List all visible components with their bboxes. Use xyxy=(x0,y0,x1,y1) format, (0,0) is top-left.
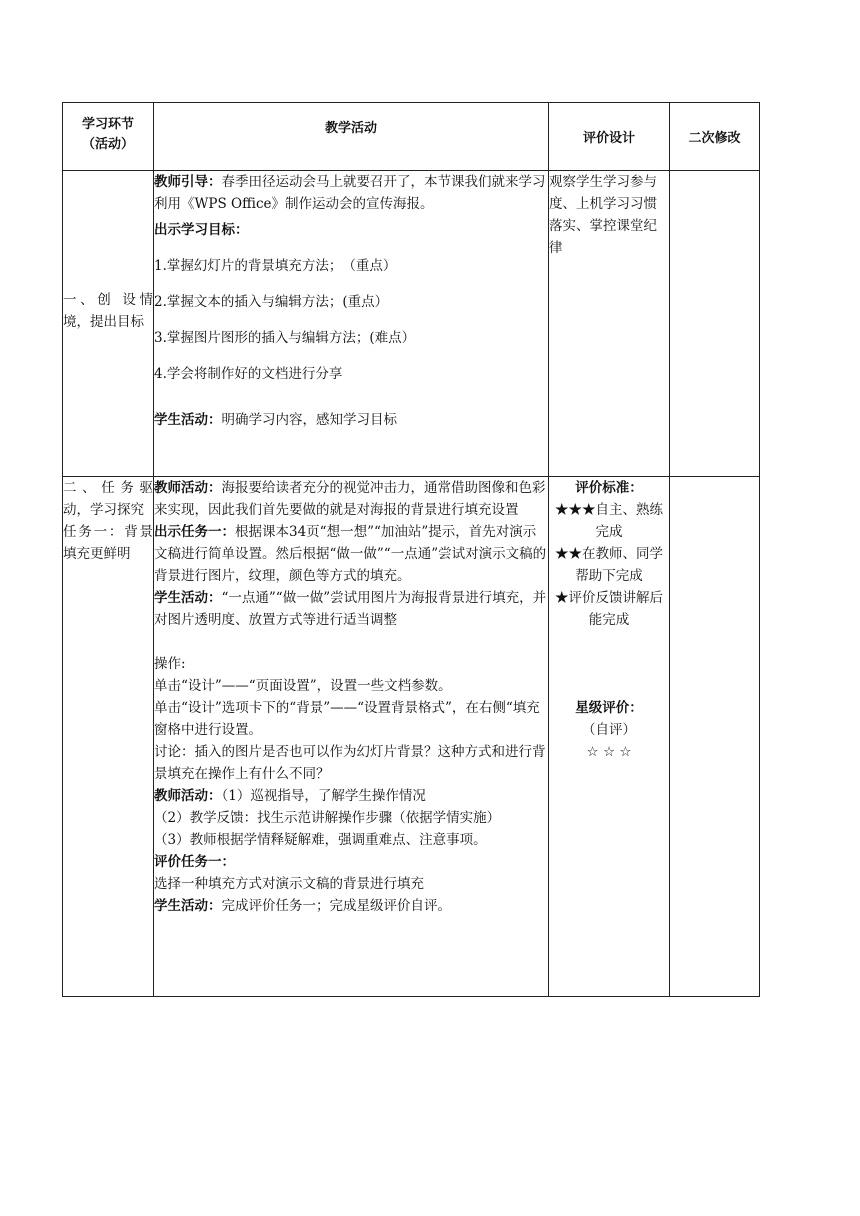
student-activity-2: 学生活动：“一点通”“做一做”尝试用图片为海报背景进行填充，并对图片透明度、放置方式等进行适当调整 xyxy=(154,590,547,628)
student-activity-3: 学生活动：完成评价任务一；完成星级评价自评。 xyxy=(154,898,451,914)
objective-item: 3.掌握图片图形的插入与编辑方法；(难点） xyxy=(154,330,416,346)
student-activity-1-text: 明确学习内容，感知学习目标 xyxy=(221,412,397,428)
star-rating-stars: ☆ ☆ ☆ xyxy=(586,744,632,760)
criteria-item: ★★在教师、同学帮助下完成 xyxy=(555,546,663,584)
teacher-activity-2: 教师活动：（1）巡视指导，了解学生操作情况 xyxy=(154,788,426,804)
objective-item: 4.学会将制作好的文档进行分享 xyxy=(154,366,343,382)
stage-1-cell xyxy=(63,171,154,477)
task-one: 出示任务一：根据课本34页“想一想”“加油站”提示，首先对演示文稿进行简单设置。然后根据“做一做”“一点通”尝试对演示文稿的背景进行图片，纹理，颜色等方式的填充。 xyxy=(154,524,547,584)
eval-task-heading: 评价任务一： xyxy=(154,854,235,870)
stage-2-label: 二、任务驱动，学习探究 xyxy=(63,480,153,518)
stage-1-label: 一、创 设情境，提出目标 xyxy=(63,291,153,330)
objectives-heading: 出示学习目标： xyxy=(154,222,249,238)
header-evaluation: 评价设计 xyxy=(549,103,670,171)
discussion: 讨论：插入的图片是否也可以作为幻灯片背景？这种方式和进行背景填充在操作上有什么不同？ xyxy=(154,744,546,782)
objective-item: 2.掌握文本的插入与编辑方法；(重点） xyxy=(154,294,389,310)
header-row xyxy=(63,103,760,171)
teacher-guide xyxy=(154,171,548,215)
header-stage xyxy=(63,103,154,171)
header-activity: 教学活动 xyxy=(154,103,549,171)
objective-item: 1.掌握幻灯片的背景填充方法； （重点） xyxy=(154,258,397,274)
teacher-guide-label: 教师引导： xyxy=(154,174,222,190)
operation-step: 单击“设计”选项卡下的“背景”——“设置背景格式”，在右侧“填充窗格中进行设置。 xyxy=(154,700,540,738)
revision-2-cell xyxy=(670,477,760,997)
teacher-step: （3）教师根据学情释疑解难，强调重难点、注意事项。 xyxy=(154,832,487,848)
evaluation-1-text: 观察学生学习参与度、上机学习习惯落实、掌控课堂纪律 xyxy=(549,174,657,256)
activity-1-cell xyxy=(154,171,549,477)
header-stage-line1: 学习环节 xyxy=(81,117,134,132)
header-revision: 二次修改 xyxy=(670,103,760,171)
stage-2-cell xyxy=(63,477,154,997)
eval-task-text: 选择一种填充方式对演示文稿的背景进行填充 xyxy=(154,876,424,892)
operation-step: 单击“设计”——“页面设置”，设置一些文档参数。 xyxy=(154,678,452,694)
lesson-plan-table xyxy=(62,102,760,997)
operation-label: 操作: xyxy=(154,656,186,672)
criteria-item: ★★★自主、熟练完成 xyxy=(555,502,663,540)
activity-2-cell xyxy=(154,477,549,997)
teacher-guide-text: 春季田径运动会马上就要召开了，本节课我们就来学习利用《WPS Office》制作运动会的宣传海报。 xyxy=(154,174,546,212)
row-stage-1 xyxy=(63,171,760,477)
evaluation-1-cell xyxy=(549,171,670,477)
student-activity-1 xyxy=(154,409,548,431)
criteria-heading: 评价标准： xyxy=(575,480,643,496)
revision-1-cell xyxy=(670,171,760,477)
evaluation-2-cell xyxy=(549,477,670,997)
teacher-activity: 教师活动：海报要给读者充分的视觉冲击力，通常借助图像和色彩来实现，因此我们首先要做的就是对海报的背景进行填充设置 xyxy=(154,480,546,518)
teacher-step: （2）教学反馈：找生示范讲解操作步骤（依据学情实施） xyxy=(154,810,501,826)
criteria-item: ★评价反馈讲解后能完成 xyxy=(555,590,663,628)
star-rating-heading: 星级评价： xyxy=(575,700,643,716)
student-activity-1-label: 学生活动： xyxy=(154,412,222,428)
header-stage-line2: （活动） xyxy=(81,137,134,152)
stage-2-task-label: 任务一：背景填充更鲜明 xyxy=(63,524,153,562)
row-stage-2 xyxy=(63,477,760,997)
self-eval-label: （自评） xyxy=(582,722,636,738)
